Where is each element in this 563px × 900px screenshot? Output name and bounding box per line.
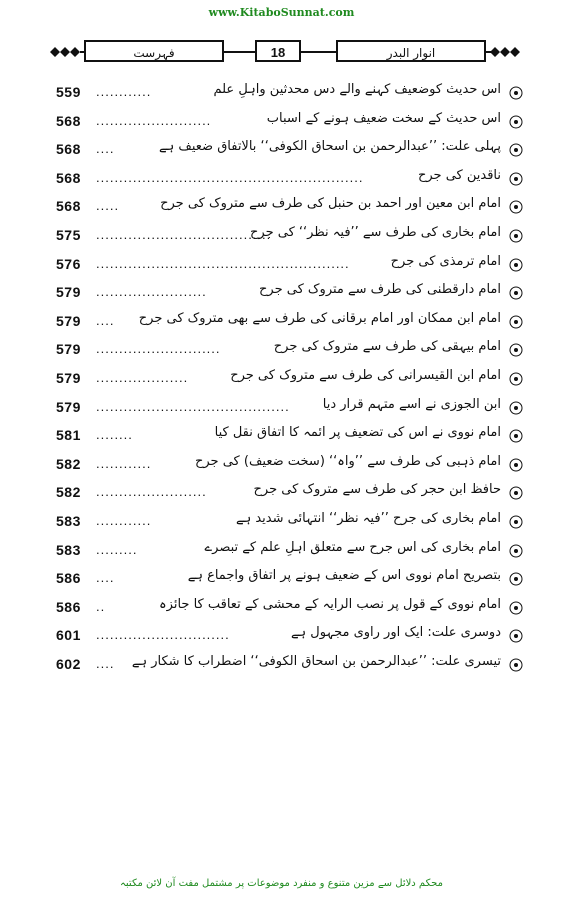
entry-text: امام ابن معین اور احمد بن حنبل کی طرف سے متروک کی جرح [160, 196, 501, 212]
leader-dots: .................... [96, 370, 189, 385]
toc-entry [0, 194, 563, 222]
toc-entry [0, 509, 563, 537]
entry-text: اس حدیث کے سخت ضعیف ہونے کے اسباب [266, 110, 501, 126]
entry-page-number: 575 [56, 227, 81, 243]
leader-dots: ........................ [96, 284, 207, 300]
leader-dots: .... [96, 570, 115, 586]
toc-entry [0, 366, 563, 394]
entry-text: حافظ ابن حجر کی طرف سے متروک کی جرح [253, 482, 501, 498]
entry-text: اس حدیث کوضعیف کہنے والے دس محدثین واہلِ علم [213, 82, 501, 97]
toc-entry [0, 137, 563, 165]
toc-entry [0, 309, 563, 337]
flower-bullet-icon [509, 86, 523, 100]
entry-page-number: 582 [56, 455, 81, 472]
toc-entry [0, 595, 563, 623]
entry-text: دوسری علت: ایک اور راوی مجہول ہے [290, 625, 501, 641]
toc-entry [0, 480, 563, 508]
flower-bullet-icon [509, 601, 523, 615]
ornament-right-icon [490, 46, 520, 58]
entry-text: امام دارقطنی کی طرف سے متروک کی جرح [259, 282, 501, 298]
flower-bullet-icon [509, 172, 523, 186]
leader-dots: .. [96, 598, 106, 614]
footer-tagline[interactable]: محکم دلائل سے مزین متنوع و منفرد موضوعات پر مشتمل مفت آن لائن مکتبہ [120, 878, 443, 889]
leader-dots: ............................. [96, 627, 230, 643]
entry-page-number: 583 [56, 541, 81, 558]
entry-page-number: 581 [56, 427, 81, 444]
toc-entry [0, 652, 563, 680]
toc-entry [0, 223, 563, 251]
flower-bullet-icon [509, 572, 523, 586]
leader-dots: ........................ [96, 484, 207, 500]
entry-page-number: 579 [56, 284, 81, 301]
entry-page-number: 579 [56, 312, 81, 329]
entry-text: ناقدین کی جرح [417, 167, 501, 183]
entry-text: امام نووی نے اس کی تضعیف پر ائمہ کا اتفاق نقل کیا [214, 425, 501, 441]
entry-text: امام ترمذی کی جرح [390, 253, 501, 269]
entry-text: امام بخاری کی طرف سے ’’فیہ نظر‘‘ کی جرح [250, 225, 501, 240]
leader-dots: .......................................... [96, 398, 290, 414]
site-url[interactable]: www.KitaboSunnat.com [208, 6, 355, 19]
leader-dots: .... [96, 141, 115, 157]
entry-page-number: 568 [56, 112, 81, 129]
entry-text: بتصریح امام نووی اس کے ضعیف ہونے پر اتفاق واجماع ہے [187, 568, 501, 584]
toc-entry [0, 280, 563, 308]
entry-text: امام بخاری کی اس جرح سے متعلق اہلِ علم کے تبصرے [204, 539, 501, 555]
section-label: فہرست [84, 40, 224, 62]
flower-bullet-icon [509, 544, 523, 558]
entry-page-number: 586 [56, 570, 81, 587]
entry-page-number: 576 [56, 255, 81, 272]
leader-dots: ........................... [96, 341, 221, 357]
toc-entry [0, 538, 563, 566]
flower-bullet-icon [509, 258, 523, 272]
leader-dots: ............ [96, 513, 152, 528]
leader-dots: ........ [96, 427, 133, 443]
toc-entry [0, 452, 563, 480]
entry-text: امام نووی کے قول پر نصب الرایہ کے محشی کے تعاقب کا جائزہ [159, 596, 501, 612]
entry-text: امام بیہقی کی طرف سے متروک کی جرح [273, 339, 501, 355]
flower-bullet-icon [509, 429, 523, 443]
toc-entry [0, 395, 563, 423]
toc-entry [0, 623, 563, 651]
entry-page-number: 568 [56, 141, 81, 158]
entry-page-number: 559 [56, 84, 81, 100]
entry-page-number: 568 [56, 169, 81, 186]
entry-text: تیسری علت: ’’عبدالرحمن بن اسحاق الکوفی‘‘ اضطراب کا شکار ہے [131, 654, 501, 669]
flower-bullet-icon [509, 200, 523, 214]
flower-bullet-icon [509, 401, 523, 415]
entry-page-number: 579 [56, 398, 81, 415]
leader-dots: .... [96, 656, 115, 671]
page-header [50, 38, 520, 64]
entry-page-number: 579 [56, 341, 81, 358]
toc-entry [0, 337, 563, 365]
page-number: 18 [255, 40, 301, 62]
flower-bullet-icon [509, 115, 523, 129]
toc-entry [0, 166, 563, 194]
toc-entry [0, 252, 563, 280]
toc-entry [0, 80, 563, 108]
flower-bullet-icon [509, 315, 523, 329]
entry-text: ابن الجوزی نے اسے متہم قرار دیا [322, 396, 501, 412]
leader-dots: ...................................... [96, 227, 272, 242]
ornament-left-icon [50, 46, 80, 58]
leader-dots: .... [96, 312, 115, 328]
toc-entry [0, 423, 563, 451]
entry-text: پہلی علت: ’’عبدالرحمن بن اسحاق الکوفی‘‘ بالاتفاق ضعیف ہے [159, 139, 501, 155]
leader-dots: ............ [96, 84, 152, 99]
entry-text: امام بخاری کی جرح ’’فیہ نظر‘‘ انتہائی شدید ہے [235, 511, 501, 526]
flower-bullet-icon [509, 286, 523, 300]
toc-entry [0, 109, 563, 137]
flower-bullet-icon [509, 486, 523, 500]
entry-page-number: 582 [56, 484, 81, 501]
flower-bullet-icon [509, 515, 523, 529]
entry-page-number: 583 [56, 513, 81, 529]
flower-bullet-icon [509, 229, 523, 243]
entry-text: امام ابن القیسرانی کی طرف سے متروک کی جرح [230, 368, 501, 383]
toc-entry [0, 566, 563, 594]
flower-bullet-icon [509, 458, 523, 472]
entry-page-number: 601 [56, 627, 81, 644]
leader-dots: ..... [96, 198, 120, 214]
entry-text: امام ابن ممکان اور امام برقانی کی طرف سے بھی متروک کی جرح [138, 310, 501, 326]
flower-bullet-icon [509, 143, 523, 157]
entry-text: امام ذہبی کی طرف سے ’’واہ‘‘ (سخت ضعیف) کی جرح [194, 453, 501, 469]
entry-page-number: 568 [56, 198, 81, 215]
entry-page-number: 586 [56, 598, 81, 615]
leader-dots: ......... [96, 541, 138, 557]
leader-dots: ....................................................... [96, 255, 350, 271]
leader-dots: ......................... [96, 112, 212, 128]
leader-dots: .......................................................... [96, 169, 364, 185]
flower-bullet-icon [509, 629, 523, 643]
flower-bullet-icon [509, 372, 523, 386]
leader-dots: ............ [96, 455, 152, 471]
book-title: انوار البدر [336, 40, 486, 62]
flower-bullet-icon [509, 658, 523, 672]
entry-page-number: 579 [56, 370, 81, 386]
entry-page-number: 602 [56, 656, 81, 672]
flower-bullet-icon [509, 343, 523, 357]
